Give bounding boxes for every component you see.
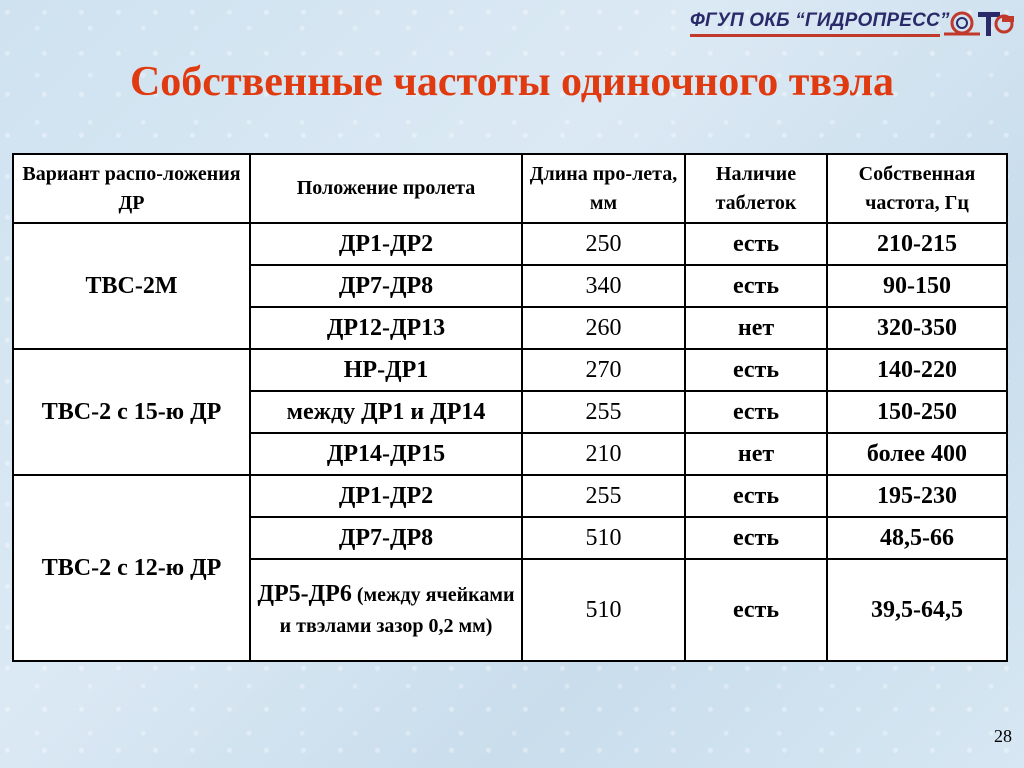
length-cell: 510 xyxy=(522,559,685,661)
length-cell: 260 xyxy=(522,307,685,349)
logo-text: ФГУП ОКБ “ГИДРОПРЕСС” xyxy=(690,10,950,31)
frequency-cell: 195-230 xyxy=(827,475,1007,517)
position-note: (между ячейками и твэлами зазор 0,2 мм) xyxy=(279,584,515,637)
slide-title: Собственные частоты одиночного твэла xyxy=(129,59,895,105)
table-row xyxy=(13,349,1007,391)
logo-underline xyxy=(690,34,940,37)
pellets-cell: нет xyxy=(685,307,827,349)
pellets-cell: есть xyxy=(685,391,827,433)
pellets-cell: нет xyxy=(685,433,827,475)
frequency-cell: 48,5-66 xyxy=(827,517,1007,559)
header-frequency: Собственная частота, Гц xyxy=(827,154,1007,223)
frequency-cell: 90-150 xyxy=(827,265,1007,307)
pellets-cell: есть xyxy=(685,223,827,265)
pellets-cell: есть xyxy=(685,559,827,661)
frequency-cell: 140-220 xyxy=(827,349,1007,391)
position-cell: ДР7-ДР8 xyxy=(250,517,522,559)
length-cell: 250 xyxy=(522,223,685,265)
position-main: ДР5-ДР6 xyxy=(257,581,352,607)
group-cell: ТВС-2 с 15-ю ДР xyxy=(13,349,250,475)
pellets-cell: есть xyxy=(685,517,827,559)
length-cell: 270 xyxy=(522,349,685,391)
table-row xyxy=(13,223,1007,265)
position-cell: ДР12-ДР13 xyxy=(250,307,522,349)
length-cell: 210 xyxy=(522,433,685,475)
position-cell: ДР7-ДР8 xyxy=(250,265,522,307)
frequency-table xyxy=(12,153,1008,662)
frequency-cell: 320-350 xyxy=(827,307,1007,349)
position-cell: ДР14-ДР15 xyxy=(250,433,522,475)
page-number: 28 xyxy=(994,726,1012,746)
frequency-cell: 210-215 xyxy=(827,223,1007,265)
frequency-cell: 150-250 xyxy=(827,391,1007,433)
position-cell: между ДР1 и ДР14 xyxy=(250,391,522,433)
table-header-row xyxy=(13,154,1007,223)
length-cell: 340 xyxy=(522,265,685,307)
position-cell xyxy=(250,559,522,661)
group-cell: ТВС-2М xyxy=(13,223,250,349)
logo-emblem-icon xyxy=(940,8,1016,40)
pellets-cell: есть xyxy=(685,265,827,307)
position-cell: НР-ДР1 xyxy=(250,349,522,391)
company-logo xyxy=(690,8,1016,40)
header-position: Положение пролета xyxy=(250,154,522,223)
length-cell: 255 xyxy=(522,475,685,517)
position-cell: ДР1-ДР2 xyxy=(250,223,522,265)
length-cell: 510 xyxy=(522,517,685,559)
position-cell: ДР1-ДР2 xyxy=(250,475,522,517)
frequency-cell: более 400 xyxy=(827,433,1007,475)
table-row xyxy=(13,475,1007,517)
pellets-cell: есть xyxy=(685,475,827,517)
pellets-cell: есть xyxy=(685,349,827,391)
group-cell: ТВС-2 с 12-ю ДР xyxy=(13,475,250,661)
header-length: Длина про-лета, мм xyxy=(522,154,685,223)
header-pellets: Наличие таблеток xyxy=(685,154,827,223)
header-variant: Вариант распо-ложения ДР xyxy=(13,154,250,223)
length-cell: 255 xyxy=(522,391,685,433)
frequency-cell: 39,5-64,5 xyxy=(827,559,1007,661)
